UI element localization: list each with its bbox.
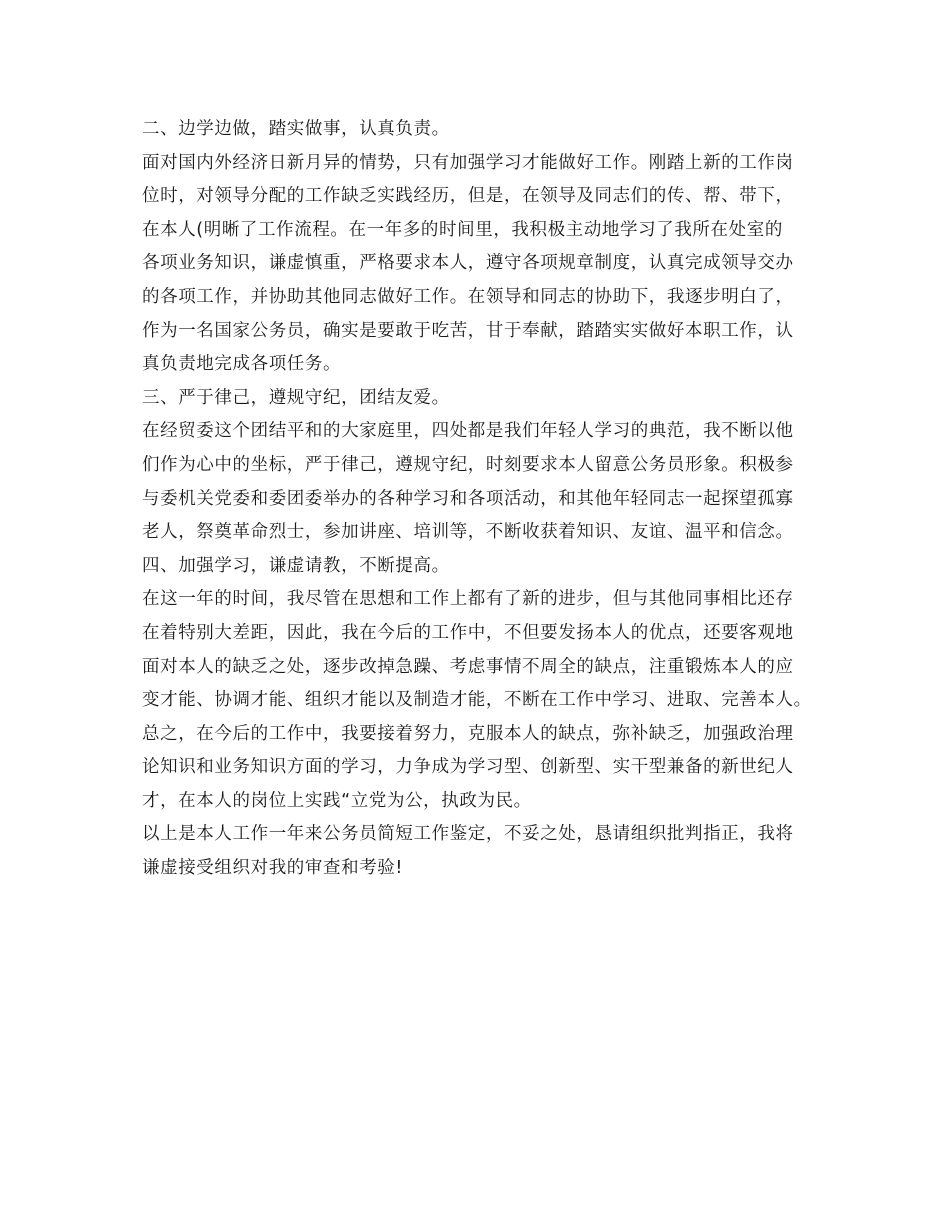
- section-heading-4: 四、加强学习，谦虚请教，不断提高。: [142, 555, 450, 576]
- paragraph-line: 真负责地完成各项任务。: [142, 354, 342, 375]
- paragraph-line: 老人，祭奠革命烈士，参加讲座、培训等，不断收获着知识、友谊、温平和信念。: [142, 522, 794, 543]
- closing-line: 以上是本人工作一年来公务员简短工作鉴定，不妥之处，恳请组织批判指正，我将: [142, 824, 794, 845]
- paragraph-line: 与委机关党委和委团委举办的各种学习和各项活动，和其他年轻同志一起探望孤寡: [142, 488, 794, 509]
- paragraph-line: 在经贸委这个团结平和的大家庭里，四处都是我们年轻人学习的典范，我不断以他: [142, 421, 794, 442]
- paragraph-line: 面对本人的缺乏之处，逐步改掉急躁、考虑事情不周全的缺点，注重锻炼本人的应: [142, 656, 794, 677]
- closing-line: 谦虚接受组织对我的审查和考验!: [142, 858, 404, 879]
- conclusion-line: 论知识和业务知识方面的学习，力争成为学习型、创新型、实干型兼备的新世纪人: [142, 757, 794, 778]
- paragraph-line: 各项业务知识，谦虚慎重，严格要求本人，遵守各项规章制度，认真完成领导交办: [142, 253, 794, 274]
- section-heading-3: 三、严于律己，遵规守纪，团结友爱。: [142, 387, 450, 408]
- section-heading-2: 二、边学边做，踏实做事，认真负责。: [142, 119, 450, 139]
- conclusion-line: 总之，在今后的工作中，我要接着努力，克服本人的缺点，弥补缺乏，加强政治理: [142, 723, 794, 744]
- paragraph-line: 在着特别大差距，因此，我在今后的工作中，不但要发扬本人的优点，还要客观地: [142, 622, 794, 643]
- paragraph-line: 作为一名国家公务员，确实是要敢于吃苦，甘于奉献，踏踏实实做好本职工作，认: [142, 320, 794, 341]
- paragraph-line: 面对国内外经济日新月异的情势，只有加强学习才能做好工作。刚踏上新的工作岗: [142, 152, 794, 173]
- document-body: [142, 113, 832, 886]
- paragraph-line: 们作为心中的坐标，严于律己，遵规守纪，时刻要求本人留意公务员形象。积极参: [142, 454, 794, 475]
- paragraph-line: 变才能、协调才能、组织才能以及制造才能，不断在工作中学习、进取、完善本人。: [142, 690, 812, 711]
- paragraph-line: 在这一年的时间，我尽管在思想和工作上都有了新的进步，但与其他同事相比还存: [142, 589, 794, 610]
- paragraph-line: 在本人(明晰了工作流程。在一年多的时间里，我积极主动地学习了我所在处室的: [142, 219, 783, 240]
- paragraph-line: 的各项工作，并协助其他同志做好工作。在领导和同志的协助下，我逐步明白了，: [142, 286, 794, 307]
- conclusion-line: 才，在本人的岗位上实践“立党为公，执政为民。: [142, 790, 532, 811]
- paragraph-line: 位时，对领导分配的工作缺乏实践经历，但是，在领导及同志们的传、帮、带下，: [142, 186, 794, 207]
